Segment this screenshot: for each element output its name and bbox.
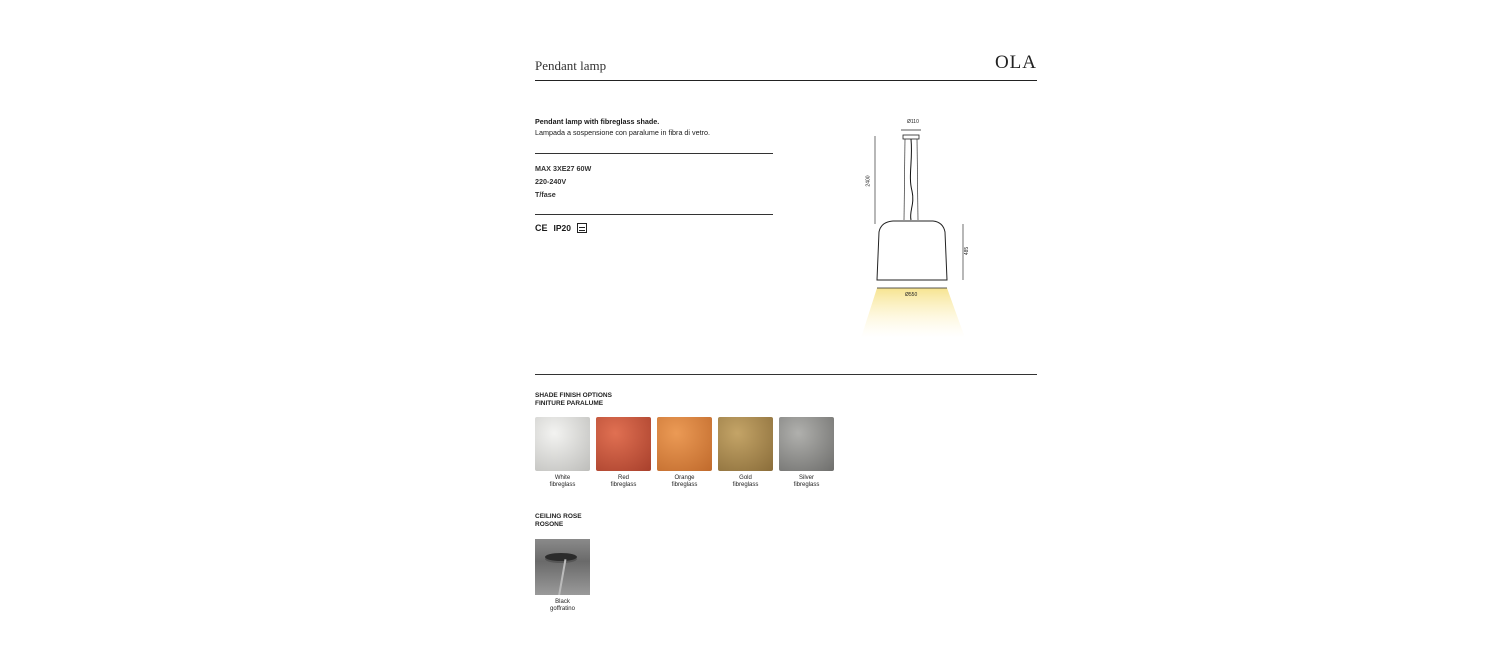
divider bbox=[535, 214, 773, 215]
swatch-material: fibreglass bbox=[671, 482, 698, 488]
swatch-name: White bbox=[554, 475, 571, 481]
power-cord bbox=[910, 139, 912, 220]
swatch-material: fibreglass bbox=[732, 482, 759, 488]
description-it: Lampada a sospensione con paralume in fibra di vetro. bbox=[535, 128, 711, 137]
dim-shade-diameter: Ø550 bbox=[905, 292, 918, 298]
swatch-orange[interactable] bbox=[657, 417, 712, 489]
ceiling-rose-name: Black bbox=[555, 599, 570, 605]
shade-swatches bbox=[535, 417, 834, 489]
swatch-image bbox=[535, 417, 590, 471]
spec-power: MAX 3XE27 60W bbox=[535, 164, 592, 173]
technical-drawing bbox=[855, 116, 975, 356]
category-title: Pendant lamp bbox=[535, 58, 607, 73]
product-sheet bbox=[535, 52, 1037, 632]
swatch-white[interactable] bbox=[535, 417, 590, 489]
swatch-image bbox=[779, 417, 834, 471]
ceiling-rose-title bbox=[535, 513, 582, 529]
swatch-name: Gold bbox=[739, 475, 752, 481]
ceiling-rose-title-en: CEILING ROSE bbox=[535, 513, 582, 520]
ceiling-rose-material: goffratino bbox=[550, 606, 575, 612]
swatch-name: Red bbox=[617, 475, 629, 481]
ceiling-rose-disc bbox=[545, 553, 577, 561]
spec-phase: T/fase bbox=[535, 190, 556, 199]
shade-finish-title-it: FINITURE PARALUME bbox=[535, 400, 604, 407]
canopy bbox=[903, 135, 919, 139]
swatch-name: Silver bbox=[798, 475, 814, 481]
class-ii-icon bbox=[577, 223, 587, 233]
description bbox=[535, 116, 773, 138]
swatch-image bbox=[657, 417, 712, 471]
shade-finish-title-en: SHADE FINISH OPTIONS bbox=[535, 392, 612, 399]
swatch-material: fibreglass bbox=[549, 482, 576, 488]
product-name: OLA bbox=[994, 52, 1037, 73]
ip-rating: IP20 bbox=[553, 223, 572, 233]
swatch-silver[interactable] bbox=[779, 417, 834, 489]
dim-height: 2400 bbox=[865, 175, 872, 187]
ceiling-rose-title-it: ROSONE bbox=[535, 521, 564, 528]
swatch-image bbox=[596, 417, 651, 471]
dim-shade-height: 485 bbox=[964, 246, 971, 256]
swatch-image bbox=[718, 417, 773, 471]
header bbox=[535, 52, 1037, 81]
specs bbox=[535, 162, 591, 201]
ceiling-rose-image bbox=[535, 539, 590, 595]
shade-outline bbox=[877, 221, 947, 280]
description-en: Pendant lamp with fibreglass shade. bbox=[535, 117, 660, 126]
dim-top-diameter: Ø110 bbox=[907, 119, 919, 125]
swatch-name: Orange bbox=[674, 475, 695, 481]
swatch-gold[interactable] bbox=[718, 417, 773, 489]
swatch-red[interactable] bbox=[596, 417, 651, 489]
certifications bbox=[535, 223, 587, 233]
section-divider bbox=[535, 374, 1037, 375]
ceiling-rose-cord bbox=[558, 559, 567, 595]
ceiling-rose-swatch[interactable] bbox=[535, 539, 590, 613]
spec-voltage: 220-240V bbox=[535, 177, 567, 186]
ce-mark: CE bbox=[535, 223, 548, 233]
cable-right bbox=[917, 139, 918, 220]
lamp-drawing-svg bbox=[855, 116, 975, 356]
swatch-material: fibreglass bbox=[610, 482, 637, 488]
divider bbox=[535, 153, 773, 154]
shade-finish-title bbox=[535, 392, 612, 408]
swatch-material: fibreglass bbox=[793, 482, 820, 488]
cable-left bbox=[904, 139, 905, 220]
